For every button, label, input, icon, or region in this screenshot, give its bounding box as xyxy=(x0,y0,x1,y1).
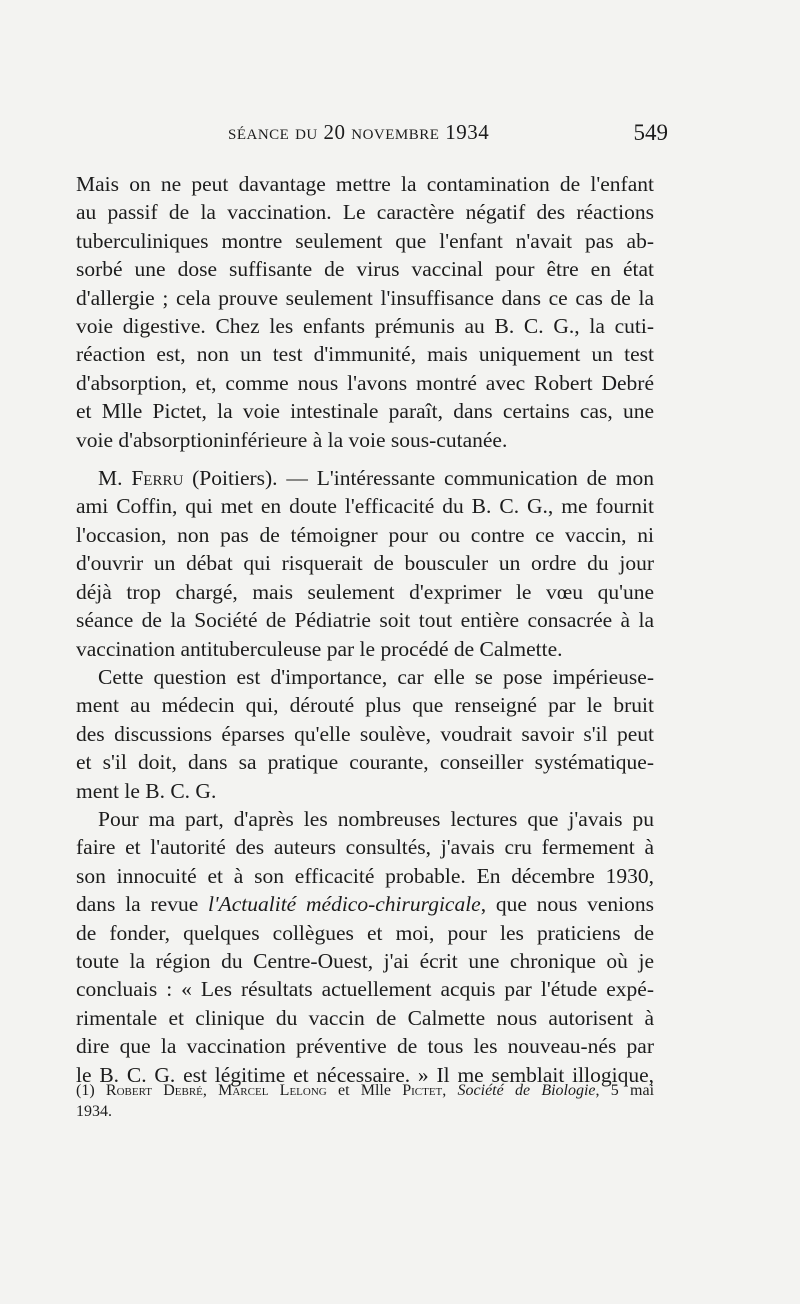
text-line: ment le B. C. G. xyxy=(76,778,217,803)
footnote-marker: (1) xyxy=(76,1082,106,1099)
journal-title: l'Actualité médico-chirurgicale xyxy=(208,892,481,917)
text-line: faire et l'autorité des auteurs consultés, j'avais cru fermement à xyxy=(76,835,654,860)
text-line: voie d'absorptioninférieure à la voie sous-cutanée. xyxy=(76,427,508,452)
text-line: rimentale et clinique du vaccin de Calmette nous autorisent à xyxy=(76,1005,654,1030)
footnote-line xyxy=(76,1080,654,1101)
text-line: Pour ma part, d'après les nombreuses lectures que j'avais pu xyxy=(98,806,654,831)
text-line xyxy=(76,464,654,492)
page-number: 549 xyxy=(633,120,668,145)
text-line: des discussions éparses qu'elle soulève, voudrait savoir s'il peut xyxy=(76,721,654,746)
speaker-line-rest: (Poitiers). — L'intéressante communication de mon xyxy=(183,466,654,491)
footnote-line: 1934. xyxy=(76,1103,112,1120)
text-line: de fonder, quelques collègues et moi, pour les praticiens de xyxy=(76,920,654,945)
text-line: le B. C. G. est légitime et nécessaire. » Il me semblait illogique, xyxy=(76,1062,654,1087)
footnote-author: Marcel Lelong xyxy=(218,1082,327,1099)
speaker-name: Ferru xyxy=(131,466,184,491)
journal-prefix: dans la revue xyxy=(76,892,209,917)
running-header xyxy=(78,120,668,150)
text-line: son innocuité et à son efficacité probable. En décembre 1930, xyxy=(76,863,654,888)
footnote-author: Pictet xyxy=(402,1082,443,1099)
text-line: tuberculiniques montre seulement que l'enfant n'avait pas ab- xyxy=(76,228,654,253)
paragraph-3 xyxy=(76,663,654,805)
text-line: séance de la Société de Pédiatrie soit tout entière consacrée à la xyxy=(76,608,654,633)
journal-suffix: , que nous venions xyxy=(480,892,655,917)
text-line xyxy=(76,890,654,918)
text-line: voie digestive. Chez les enfants prémunis au B. C. G., la cuti- xyxy=(76,314,654,339)
text-line: et s'il doit, dans sa pratique courante, conseiller systématique- xyxy=(76,750,654,775)
header-title-part1: séance du xyxy=(228,120,318,144)
paragraph-2 xyxy=(76,464,654,663)
header-title-year: 1934 xyxy=(445,120,490,144)
text-line: dire que la vaccination préventive de tous les nouveau-nés par xyxy=(76,1034,654,1059)
footnote-author: Robert Debré xyxy=(105,1082,203,1099)
footnote xyxy=(76,1080,654,1122)
text-line: d'ouvrir un débat qui risquerait de bousculer un ordre du jour xyxy=(76,551,654,576)
text-line: l'occasion, non pas de témoigner pour ou contre ce vaccin, ni xyxy=(76,522,654,547)
text-line: ami Coffin, qui met en doute l'efficacité du B. C. G., me fournit xyxy=(76,494,654,519)
header-title-month: novembre xyxy=(351,120,440,144)
text-line: toute la région du Centre-Ouest, j'ai écrit une chronique où je xyxy=(76,948,654,973)
footnote-separator: , xyxy=(442,1082,458,1099)
text-line: Mais on ne peut davantage mettre la contamination de l'enfant xyxy=(76,172,654,196)
text-line: et Mlle Pictet, la voie intestinale paraît, dans certains cas, une xyxy=(76,399,654,424)
text-line: réaction est, non un test d'immunité, mais uniquement un test xyxy=(76,342,654,367)
text-line: sorbé une dose suffisante de virus vaccinal pour être en état xyxy=(76,257,654,282)
footnote-separator: , xyxy=(202,1082,219,1099)
speaker-prefix: M. xyxy=(98,466,132,491)
footnote-date: , 5 mai xyxy=(595,1082,655,1099)
paragraph-1 xyxy=(76,170,654,454)
text-line: déjà trop chargé, mais seulement d'exprimer le vœu qu'une xyxy=(76,579,654,604)
header-title xyxy=(228,120,489,145)
footnote-source: Société de Biologie xyxy=(457,1082,596,1099)
text-line: concluais : « Les résultats actuellement acquis par l'étude expé- xyxy=(76,977,654,1002)
text-line: d'absorption, et, comme nous l'avons montré avec Robert Debré xyxy=(76,370,654,395)
paragraph-4 xyxy=(76,805,654,1089)
text-line: d'allergie ; cela prouve seulement l'insuffisance dans ce cas de la xyxy=(76,285,654,310)
text-line: Cette question est d'importance, car elle se pose impérieuse- xyxy=(98,664,654,689)
footnote-separator: et Mlle xyxy=(326,1082,403,1099)
text-line: ment au médecin qui, dérouté plus que renseigné par le bruit xyxy=(76,693,654,718)
body-text xyxy=(76,170,654,1089)
text-line: vaccination antituberculeuse par le procédé de Calmette. xyxy=(76,636,563,661)
header-title-day: 20 xyxy=(323,120,346,144)
text-line: au passif de la vaccination. Le caractère négatif des réactions xyxy=(76,200,654,225)
